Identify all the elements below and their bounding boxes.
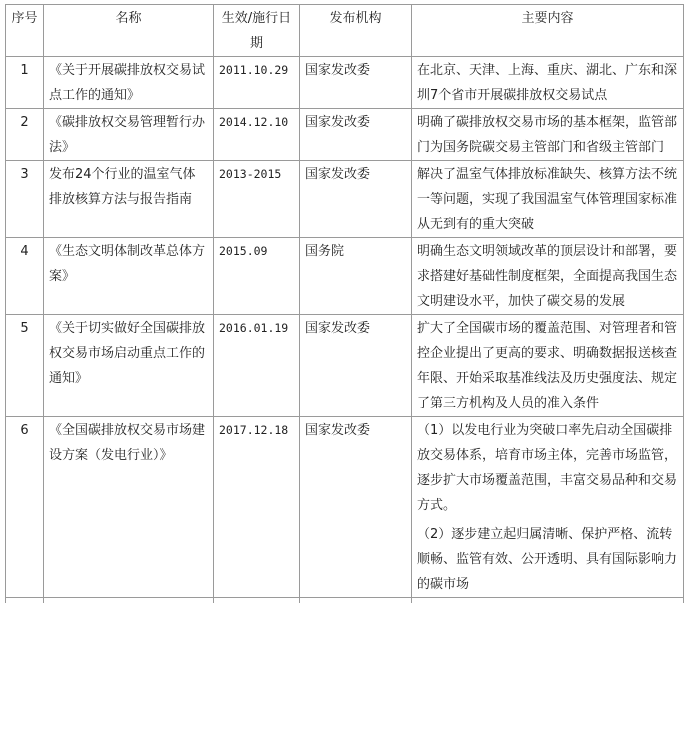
row-date: 2013-2015 bbox=[214, 161, 300, 238]
row-no: 2 bbox=[6, 109, 44, 161]
row-content bbox=[412, 161, 684, 238]
content-paragraph: 明确了碳排放权交易市场的基本框架，监管部门为国务院碳交易主管部门和省级主管部门 bbox=[417, 115, 678, 155]
table-row bbox=[6, 57, 684, 109]
header-row bbox=[6, 5, 684, 57]
table-row bbox=[6, 315, 684, 417]
policy-table bbox=[5, 4, 684, 603]
row-name: 《全国碳排放权交易市场建设方案（发电行业）》 bbox=[44, 417, 214, 598]
header-name: 名称 bbox=[44, 5, 214, 57]
table-row bbox=[6, 109, 684, 161]
row-date: 2011.10.29 bbox=[214, 57, 300, 109]
row-org: 国家发改委 bbox=[300, 161, 412, 238]
header-no: 序号 bbox=[6, 5, 44, 57]
content-paragraph: 在北京、天津、上海、重庆、湖北、广东和深圳7个省市开展碳排放权交易试点 bbox=[417, 63, 678, 103]
row-name: 《碳排放权交易管理暂行办法》 bbox=[44, 109, 214, 161]
row-content bbox=[412, 109, 684, 161]
row-no: 1 bbox=[6, 57, 44, 109]
row-no: 5 bbox=[6, 315, 44, 417]
row-org: 国务院 bbox=[300, 238, 412, 315]
empty-cell bbox=[214, 598, 300, 604]
row-no: 3 bbox=[6, 161, 44, 238]
row-content bbox=[412, 417, 684, 598]
row-date: 2017.12.18 bbox=[214, 417, 300, 598]
row-org: 国家发改委 bbox=[300, 417, 412, 598]
row-date: 2015.09 bbox=[214, 238, 300, 315]
row-content bbox=[412, 238, 684, 315]
row-name: 《关于切实做好全国碳排放权交易市场启动重点工作的通知》 bbox=[44, 315, 214, 417]
table-row bbox=[6, 238, 684, 315]
row-date: 2014.12.10 bbox=[214, 109, 300, 161]
empty-cell bbox=[300, 598, 412, 604]
empty-cell bbox=[44, 598, 214, 604]
header-date: 生效/施行日期 bbox=[214, 5, 300, 57]
row-content bbox=[412, 315, 684, 417]
row-content bbox=[412, 57, 684, 109]
empty-cell bbox=[412, 598, 684, 604]
row-name: 发布24个行业的温室气体排放核算方法与报告指南 bbox=[44, 161, 214, 238]
content-paragraph: 解决了温室气体排放标准缺失、核算方法不统一等问题，实现了我国温室气体管理国家标准从无到有的重大突破 bbox=[417, 167, 678, 232]
content-paragraph: （1）以发电行业为突破口率先启动全国碳排放交易体系，培育市场主体，完善市场监管，逐步扩大市场覆盖范围，丰富交易品种和交易方式。 bbox=[417, 423, 678, 513]
row-no: 6 bbox=[6, 417, 44, 598]
row-no: 4 bbox=[6, 238, 44, 315]
row-org: 国家发改委 bbox=[300, 109, 412, 161]
table-row-continued bbox=[6, 598, 684, 604]
table-row bbox=[6, 161, 684, 238]
row-date: 2016.01.19 bbox=[214, 315, 300, 417]
header-org: 发布机构 bbox=[300, 5, 412, 57]
row-name: 《关于开展碳排放权交易试点工作的通知》 bbox=[44, 57, 214, 109]
content-paragraph: 明确生态文明领域改革的顶层设计和部署，要求搭建好基础性制度框架，全面提高我国生态文明建设水平，加快了碳交易的发展 bbox=[417, 244, 678, 309]
row-org: 国家发改委 bbox=[300, 315, 412, 417]
content-paragraph: （2）逐步建立起归属清晰、保护严格、流转顺畅、监管有效、公开透明、具有国际影响力的碳市场 bbox=[417, 527, 678, 592]
row-name: 《生态文明体制改革总体方案》 bbox=[44, 238, 214, 315]
header-content: 主要内容 bbox=[412, 5, 684, 57]
row-org: 国家发改委 bbox=[300, 57, 412, 109]
content-paragraph: 扩大了全国碳市场的覆盖范围、对管理者和管控企业提出了更高的要求、明确数据报送核查年限、开始采取基准线法及历史强度法、规定了第三方机构及人员的准入条件 bbox=[417, 321, 678, 411]
empty-cell bbox=[6, 598, 44, 604]
table-row bbox=[6, 417, 684, 598]
